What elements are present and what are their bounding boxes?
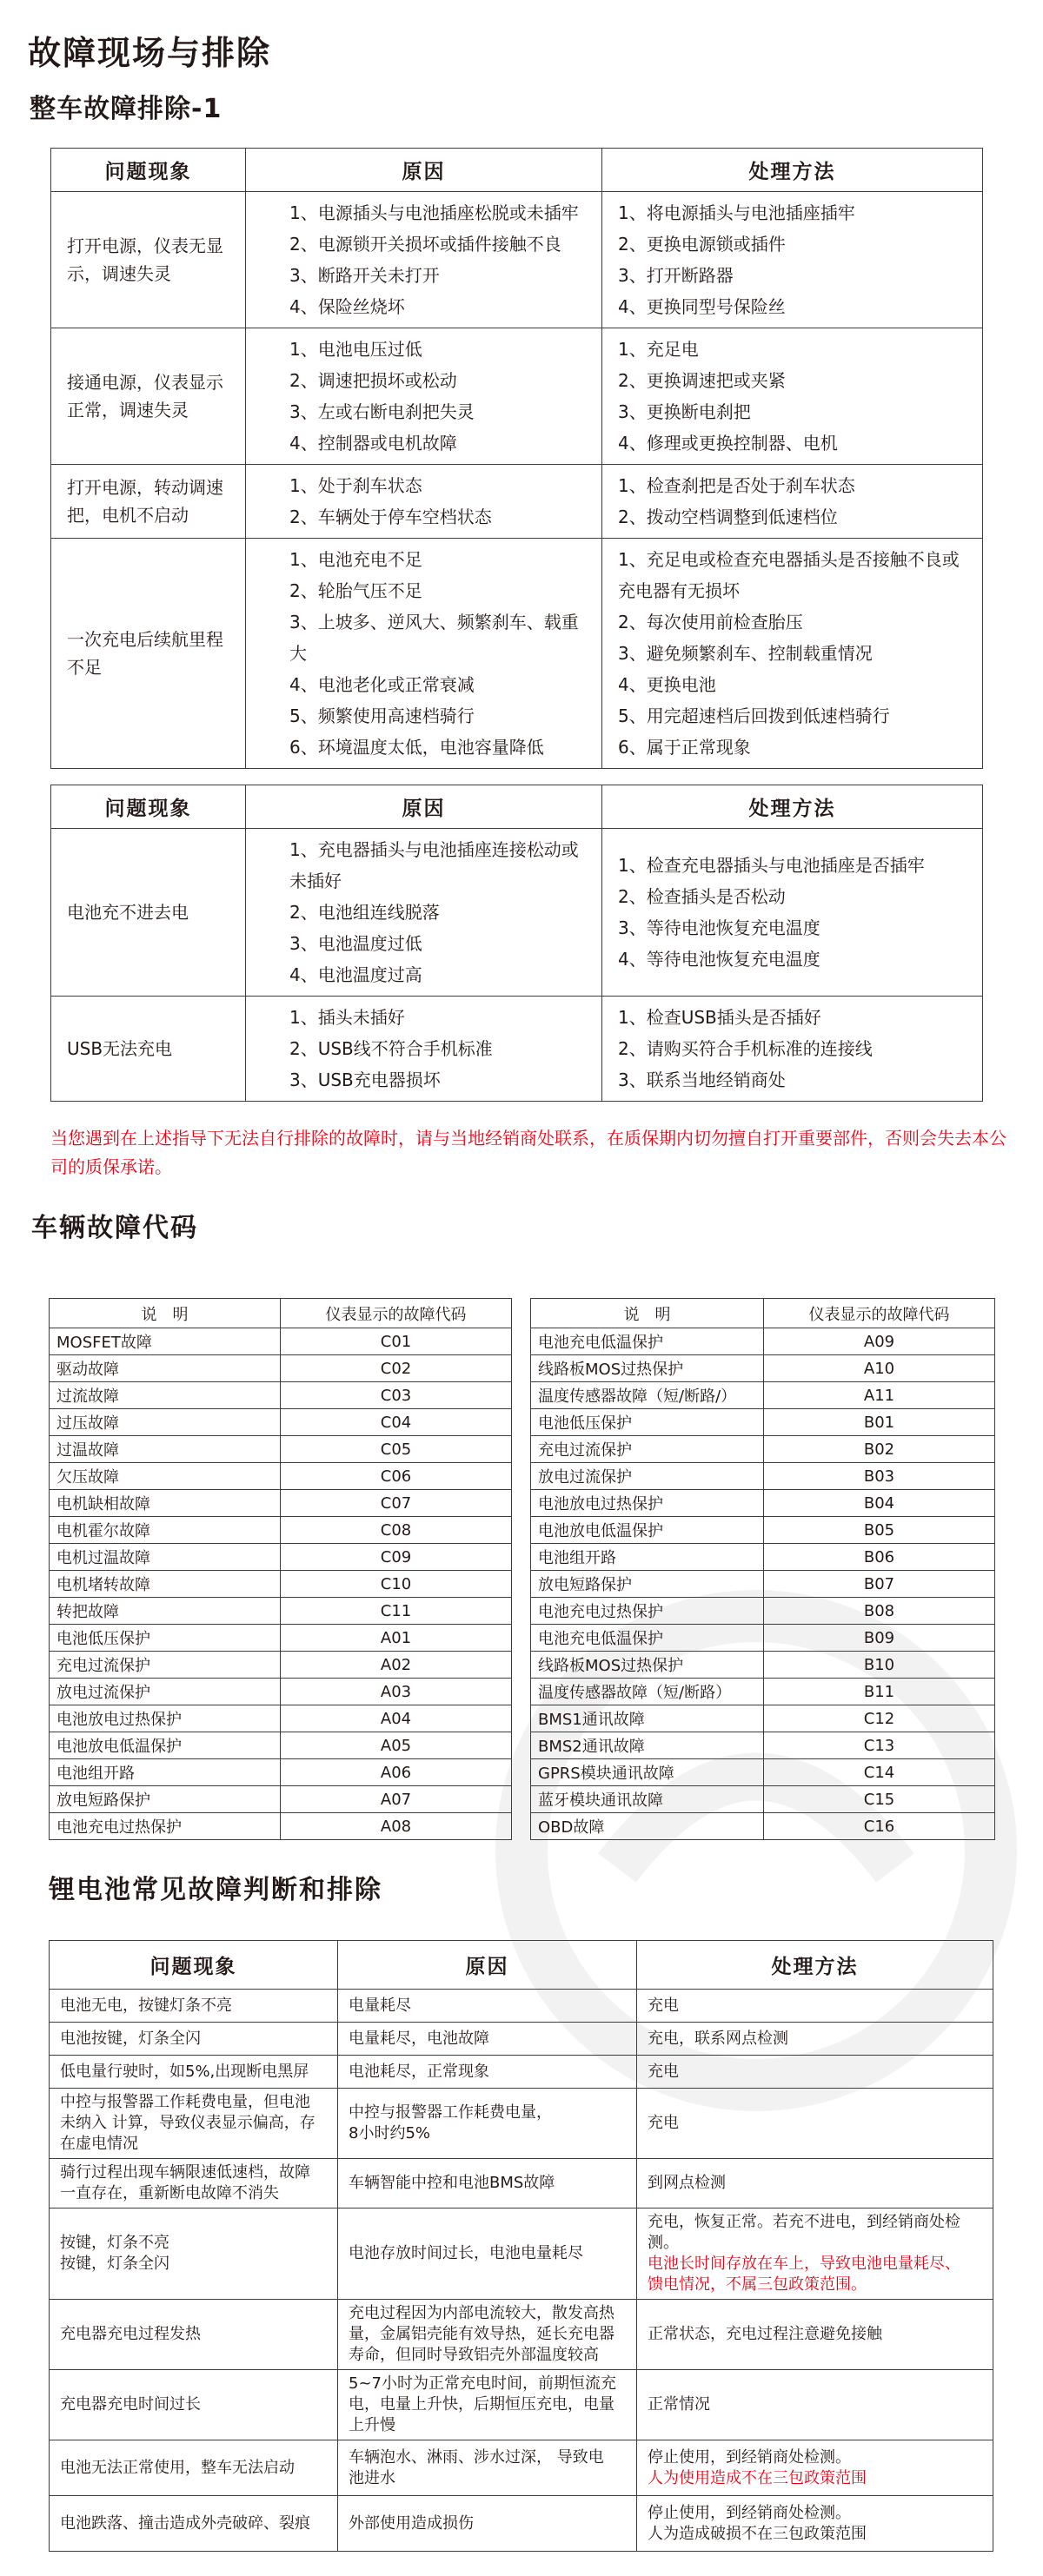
cause-cell-line: 电池存放时间过长，电池电量耗尽 [349,2244,583,2262]
fault-description: 欠压故障 [50,1463,281,1490]
cause-cell [246,328,602,465]
cause-cell [338,2496,637,2552]
fault-code: B09 [764,1625,995,1652]
cause-cell [338,2440,637,2496]
cause-item: 3、USB充电器损坏 [289,1069,441,1090]
fault-code: C06 [281,1463,512,1490]
fault-code: A11 [764,1382,995,1409]
warranty-warning: 人为使用造成不在三包政策范围 [648,2468,867,2487]
table-row [51,997,983,1102]
problem-cell-line: 充电器充电时间过长 [60,2395,201,2414]
cause-cell-line: 车辆泡水、淋雨、涉水过深， 导致电 [349,2447,604,2467]
table-row [531,1571,995,1598]
table-row [50,2370,993,2440]
cause-cell-line: 车辆智能中控和电池BMS故障 [349,2174,555,2192]
fault-code-table-right [530,1298,995,1840]
cause-cell-line: 外部使用造成损伤 [349,2513,474,2533]
fault-description: 充电过流保护 [50,1652,281,1679]
table-row [50,1786,512,1813]
solution-item: 4、更换同型号保险丝 [618,296,786,317]
fault-description: 放电过流保护 [50,1679,281,1705]
solution-cell [637,2370,993,2440]
cause-item: 1、处于刹车状态 [289,475,422,496]
table-row [50,1355,512,1382]
solution-item: 4、更换电池 [618,674,716,695]
cause-item: 2、车辆处于停车空档状态 [289,507,492,527]
page-title: 故障现场与排除 [28,34,272,72]
solution-item: 2、拨动空档调整到低速档位 [618,507,838,527]
solution-item: 1、检查USB插头是否插好 [618,1007,821,1028]
table-row [50,1490,512,1517]
warranty-notice: 当您遇到在上述指导下无法自行排除的故障时，请与当地经销商处联系，在质保期内切勿擅自打开重要部件，否则会失去本公司的质保承诺。 [50,1128,1006,1177]
fault-description: 驱动故障 [50,1355,281,1382]
cause-item: 1、电池充电不足 [289,549,422,570]
fault-description: 电池充电低温保护 [531,1328,764,1355]
solution-item: 1、检查刹把是否处于刹车状态 [618,475,855,496]
solution-cell [602,465,983,539]
fault-code-table-left [49,1298,512,1840]
table-row [50,1382,512,1409]
cause-cell [246,539,602,769]
header-description: 说 明 [50,1299,281,1328]
fault-code: C01 [281,1328,512,1355]
solution-cell-line: 充电，恢复正常。若充不进电，到经销商处检测。 [648,2213,960,2252]
solution-cell-line: 正常情况 [648,2395,710,2414]
problem-cell-line: 按键，灯条不亮 [60,2234,169,2252]
header-solution: 处理方法 [602,149,983,192]
fault-code: A10 [764,1355,995,1382]
fault-description: 线路板MOS过热保护 [531,1652,764,1679]
solution-cell-line: 停止使用，到经销商处检测。 [648,2447,851,2467]
solution-item: 5、用完超速档后回拨到低速档骑行 [618,705,890,726]
table-row [50,1328,512,1355]
solution-item: 2、更换电源锁或插件 [618,234,786,255]
table-row [50,1813,512,1840]
table-row [531,1409,995,1436]
table-row [51,829,983,997]
solution-item: 2、检查插头是否松动 [618,886,786,907]
table-row [50,1517,512,1544]
fault-description: 温度传感器故障（短/断路/） [531,1382,764,1409]
problem-cell-line: 电池按键，灯条全闪 [60,2029,201,2048]
troubleshooting-table-2 [50,785,983,1102]
problem-cell: 接通电源，仪表显示正常，调速失灵 [51,328,246,465]
header-problem: 问题现象 [51,149,246,192]
fault-description: OBD故障 [531,1813,764,1840]
fault-description: 放电过流保护 [531,1463,764,1490]
cause-item: 4、电池温度过高 [289,964,422,985]
fault-description: 放电短路保护 [531,1571,764,1598]
solution-item: 3、打开断路器 [618,265,734,286]
fault-description: 过流故障 [50,1382,281,1409]
solution-item: 4、等待电池恢复充电温度 [618,949,820,970]
problem-cell [50,2370,338,2440]
solution-cell [637,2208,993,2300]
fault-code: B07 [764,1571,995,1598]
fault-description: 线路板MOS过热保护 [531,1355,764,1382]
fault-description: 温度传感器故障（短/断路） [531,1679,764,1705]
solution-cell [602,539,983,769]
cause-cell [338,2089,637,2159]
table-row [50,1571,512,1598]
solution-cell [637,2440,993,2496]
table-row [531,1813,995,1840]
cause-cell-line: 电量耗尽，电池故障 [349,2029,489,2048]
solution-cell [637,2496,993,2552]
problem-cell [50,2440,338,2496]
header-cause: 原因 [246,149,602,192]
fault-code: A01 [281,1625,512,1652]
fault-description: 电池放电过热保护 [531,1490,764,1517]
cause-cell [246,829,602,997]
solution-cell [637,2300,993,2370]
fault-code-section-title: 车辆故障代码 [31,1213,198,1243]
lithium-section-title: 锂电池常见故障判断和排除 [49,1875,382,1905]
fault-description: GPRS模块通讯故障 [531,1759,764,1786]
header-code: 仪表显示的故障代码 [764,1299,995,1328]
fault-description: 电池低压保护 [50,1625,281,1652]
cause-item: 3、上坡多、逆风大、频繁刹车、载重大 [289,612,579,664]
fault-description: 转把故障 [50,1598,281,1625]
fault-description: 电机堵转故障 [50,1571,281,1598]
problem-cell: 电池充不进去电 [51,829,246,997]
table-row [51,192,983,328]
cause-cell-line: 电池耗尽，正常现象 [349,2062,489,2081]
cause-item: 2、轮胎气压不足 [289,580,422,601]
fault-code: A06 [281,1759,512,1786]
cause-cell-line: 5~7小时为正常充电时间，前期恒流充 [349,2374,616,2393]
fault-code: A05 [281,1732,512,1759]
fault-code: B01 [764,1409,995,1436]
table-row [531,1732,995,1759]
header-problem: 问题现象 [50,1941,338,1990]
fault-description: 充电过流保护 [531,1436,764,1463]
table-row [50,1652,512,1679]
page-subtitle: 整车故障排除-1 [30,94,223,124]
table-row [531,1436,995,1463]
problem-cell [50,2496,338,2552]
fault-code: A03 [281,1679,512,1705]
fault-code: C02 [281,1355,512,1382]
cause-item: 4、电池老化或正常衰减 [289,674,475,695]
cause-item: 1、充电器插头与电池插座连接松动或未插好 [289,839,579,891]
fault-code: A07 [281,1786,512,1813]
fault-code: B04 [764,1490,995,1517]
fault-code: A02 [281,1652,512,1679]
table-row [531,1705,995,1732]
cause-cell-line: 量，金属铝壳能有效导热，延长充电器 [349,2325,615,2343]
fault-description: 电池放电低温保护 [50,1732,281,1759]
cause-item: 2、USB线不符合手机标准 [289,1038,493,1059]
table-row [50,2208,993,2300]
cause-cell-line: 8小时约5% [349,2124,431,2142]
table-row [50,2440,993,2496]
fault-description: 电池放电过热保护 [50,1705,281,1732]
troubleshooting-table-1 [50,148,983,769]
fault-code: C05 [281,1436,512,1463]
cause-cell-line: 充电过程因为内部电流较大，散发高热 [349,2304,615,2322]
cause-item: 2、电源锁开关损坏或插件接触不良 [289,234,561,255]
cause-item: 3、左或右断电刹把失灵 [289,401,475,422]
table-row [50,1759,512,1786]
fault-description: 过温故障 [50,1436,281,1463]
header-problem: 问题现象 [51,785,246,829]
fault-code: B03 [764,1463,995,1490]
fault-description: 电池充电低温保护 [531,1625,764,1652]
fault-description: 过压故障 [50,1409,281,1436]
problem-cell [50,2089,338,2159]
fault-description: 电池低压保护 [531,1409,764,1436]
fault-description: 电机过温故障 [50,1544,281,1571]
cause-cell [246,465,602,539]
cause-cell [338,2208,637,2300]
solution-item: 6、属于正常现象 [618,737,751,758]
table-row [531,1490,995,1517]
header-solution: 处理方法 [637,1941,993,1990]
cause-item: 1、插头未插好 [289,1007,405,1028]
problem-cell-line: 低电量行驶时，如5%,出现断电黑屏 [60,2062,309,2081]
table-row [50,1732,512,1759]
fault-description: 电池组开路 [50,1759,281,1786]
table-row [531,1786,995,1813]
table-row [50,1544,512,1571]
solution-cell-line: 充电 [648,2114,679,2132]
problem-cell-line: 充电器充电过程发热 [60,2325,201,2343]
cause-item: 2、调速把损坏或松动 [289,370,457,391]
problem-cell: 打开电源，仪表无显示，调速失灵 [51,192,246,328]
table-row [50,1598,512,1625]
header-cause: 原因 [338,1941,637,1990]
problem-cell [50,2208,338,2300]
header-code: 仪表显示的故障代码 [281,1299,512,1328]
table-row [531,1625,995,1652]
cause-cell-line: 电量耗尽 [349,1996,411,2015]
problem-cell-line: 骑行过程出现车辆限速低速档，故障 [60,2163,310,2182]
fault-description: 电池充电过热保护 [531,1598,764,1625]
table-row [50,2159,993,2208]
fault-code: A09 [764,1328,995,1355]
solution-item: 2、每次使用前检查胎压 [618,612,803,632]
problem-cell [50,1990,338,2023]
solution-item: 1、充足电或检查充电器插头是否接触不良或充电器有无损坏 [618,549,960,601]
cause-cell-line: 池进水 [349,2468,395,2487]
fault-code: C14 [764,1759,995,1786]
solution-cell-line: 停止使用，到经销商处检测。 [648,2503,851,2522]
solution-cell [602,192,983,328]
problem-cell [50,2023,338,2056]
table-row [50,1463,512,1490]
fault-code: C07 [281,1490,512,1517]
cause-item: 1、电源插头与电池插座松脱或未插牢 [289,202,579,223]
problem-cell: USB无法充电 [51,997,246,1102]
fault-description: 电机霍尔故障 [50,1517,281,1544]
fault-code: B06 [764,1544,995,1571]
solution-cell [637,2056,993,2089]
table-row [531,1355,995,1382]
solution-item: 3、更换断电刹把 [618,401,751,422]
solution-cell [602,829,983,997]
solution-item: 3、等待电池恢复充电温度 [618,917,820,938]
table-row [531,1382,995,1409]
cause-cell-line: 寿命，但同时导致铝壳外部温度较高 [349,2346,599,2364]
cause-cell-line: 中控与报警器工作耗费电量， [349,2103,552,2122]
solution-cell-line: 正常状态，充电过程注意避免接触 [648,2325,882,2343]
solution-item: 1、充足电 [618,339,699,360]
problem-cell [50,2300,338,2370]
fault-code: B05 [764,1517,995,1544]
problem-cell-line: 电池跌落、撞击造成外壳破碎、裂痕 [60,2513,310,2533]
solution-cell-line: 到网点检测 [648,2174,726,2192]
table-row [50,1409,512,1436]
warranty-warning: 电池长时间存放在车上，导致电池电量耗尽、 [648,2255,960,2273]
fault-description: 电池充电过热保护 [50,1813,281,1840]
solution-cell [602,328,983,465]
fault-code: C15 [764,1786,995,1813]
fault-description: 电池组开路 [531,1544,764,1571]
problem-cell: 一次充电后续航里程不足 [51,539,246,769]
solution-item: 1、检查充电器插头与电池插座是否插牢 [618,855,925,876]
solution-cell-line: 人为造成破损不在三包政策范围 [648,2524,867,2543]
solution-item: 2、请购买符合手机标准的连接线 [618,1038,873,1059]
solution-cell [637,2023,993,2056]
problem-cell: 打开电源，转动调速把，电机不启动 [51,465,246,539]
cause-cell [338,1990,637,2023]
fault-code: C11 [281,1598,512,1625]
fault-code: A08 [281,1813,512,1840]
table-row [50,1436,512,1463]
cause-item: 5、频繁使用高速档骑行 [289,705,475,726]
problem-cell-line: 按键，灯条全闪 [60,2255,169,2273]
solution-cell-line: 充电 [648,1996,679,2015]
solution-item: 1、将电源插头与电池插座插牢 [618,202,855,223]
table-row [531,1759,995,1786]
solution-cell [602,997,983,1102]
table-row [50,2056,993,2089]
solution-cell-line: 充电，联系网点检测 [648,2029,788,2048]
table-row [50,1625,512,1652]
table-row [50,2496,993,2552]
cause-item: 4、控制器或电机故障 [289,433,457,454]
cause-cell-line: 电，电量上升快，后期恒压充电，电量 [349,2395,615,2414]
solution-item: 2、更换调速把或夹紧 [618,370,786,391]
fault-code: C10 [281,1571,512,1598]
cause-item: 4、保险丝烧坏 [289,296,405,317]
fault-code: C04 [281,1409,512,1436]
cause-item: 3、电池温度过低 [289,933,422,954]
table-row [51,539,983,769]
problem-cell-line: 一直存在，重新断电故障不消失 [60,2184,279,2202]
warranty-warning: 馈电情况，不属三包政策范围。 [648,2275,867,2294]
cause-cell [338,2023,637,2056]
table-row [50,2089,993,2159]
fault-code: B11 [764,1679,995,1705]
header-description: 说 明 [531,1299,764,1328]
table-row [531,1517,995,1544]
cause-cell-line: 上升慢 [349,2416,395,2434]
problem-cell-line: 电池无电，按键灯条不亮 [60,1996,232,2015]
table-row [531,1652,995,1679]
fault-code: A04 [281,1705,512,1732]
cause-cell [338,2056,637,2089]
table-row [50,2023,993,2056]
cause-item: 2、电池组连线脱落 [289,902,440,923]
cause-cell [338,2370,637,2440]
solution-cell [637,2089,993,2159]
solution-item: 4、修理或更换控制器、电机 [618,433,838,454]
cause-item: 1、电池电压过低 [289,339,422,360]
table-row [531,1328,995,1355]
table-row [531,1679,995,1705]
fault-description: BMS2通讯故障 [531,1732,764,1759]
fault-description: 电池放电低温保护 [531,1517,764,1544]
problem-cell-line: 电池无法正常使用，整车无法启动 [60,2458,295,2477]
fault-code: B10 [764,1652,995,1679]
cause-cell [246,192,602,328]
cause-cell [338,2300,637,2370]
fault-code: C09 [281,1544,512,1571]
header-solution: 处理方法 [602,785,983,829]
problem-cell [50,2159,338,2208]
fault-code: C13 [764,1732,995,1759]
table-row [531,1598,995,1625]
solution-cell [637,2159,993,2208]
fault-code: C03 [281,1382,512,1409]
cause-cell [246,997,602,1102]
table-row [51,465,983,539]
solution-item: 3、联系当地经销商处 [618,1069,786,1090]
fault-code: B02 [764,1436,995,1463]
fault-code: C16 [764,1813,995,1840]
cause-item: 3、断路开关未打开 [289,265,440,286]
problem-cell-line: 在虚电情况 [60,2135,138,2153]
solution-cell [637,1990,993,2023]
solution-cell-line: 充电 [648,2062,679,2081]
solution-item: 3、避免频繁刹车、控制载重情况 [618,643,873,664]
cause-item: 6、环境温度太低，电池容量降低 [289,737,544,758]
header-cause: 原因 [246,785,602,829]
problem-cell-line: 中控与报警器工作耗费电量，但电池 [60,2093,310,2111]
table-row [50,1705,512,1732]
table-row [50,2300,993,2370]
fault-description: 放电短路保护 [50,1786,281,1813]
table-row [531,1463,995,1490]
cause-cell [338,2159,637,2208]
fault-description: 电机缺相故障 [50,1490,281,1517]
problem-cell [50,2056,338,2089]
fault-description: MOSFET故障 [50,1328,281,1355]
fault-description: 蓝牙模块通讯故障 [531,1786,764,1813]
fault-description: BMS1通讯故障 [531,1705,764,1732]
lithium-battery-table [49,1940,993,2552]
table-row [51,328,983,465]
fault-code: C12 [764,1705,995,1732]
table-row [531,1544,995,1571]
table-row [50,1990,993,2023]
fault-code: C08 [281,1517,512,1544]
fault-code: B08 [764,1598,995,1625]
problem-cell-line: 未纳入 计算，导致仪表显示偏高，存 [60,2114,316,2132]
table-row [50,1679,512,1705]
